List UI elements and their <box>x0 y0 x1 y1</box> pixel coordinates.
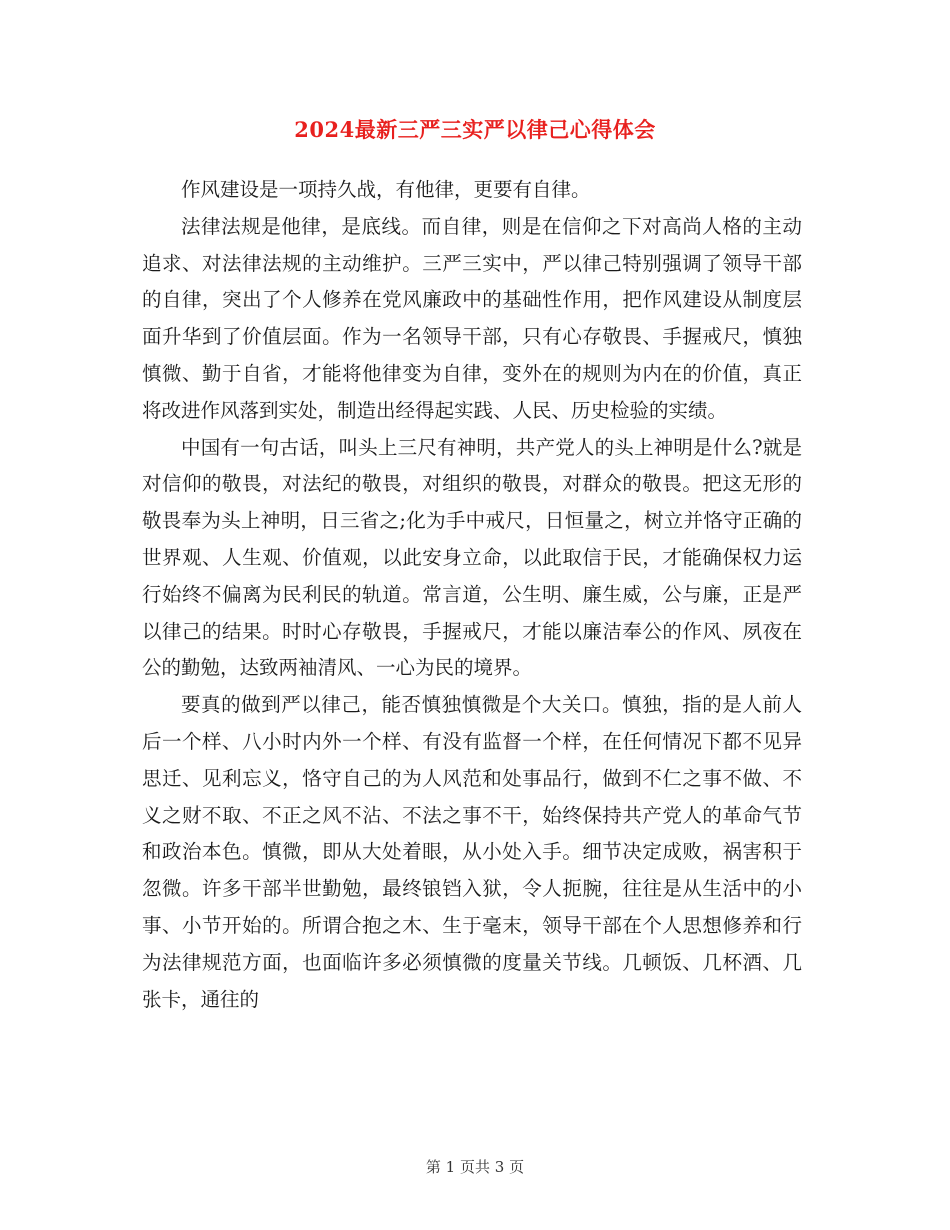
paragraph-1: 作风建设是一项持久战，有他律，更要有自律。 <box>181 178 591 201</box>
paragraph-4: 要真的做到严以律己，能否慎独慎微是个大关口。慎独，指的是人前人后一个样、八小时内外一个样、有没有监督一个样，在任何情况下都不见异思迁、见利忘义，恪守自己的为人风范和处事品行，做到不仁之事不做、不义之财不取、不正之风不沾、不法之事不干，始终保持共产党人的革命气节和政治本色。慎微，即从大处着眼，从小处入手。细节决定成败，祸害积于忽微。许多干部半世勤勉，最终锒铛入狱，令人扼腕，往往是从生活中的小事、小节开始的。所谓合抱之木、生于毫末，领导干部在个人思想修养和行为法律规范方面，也面临许多必须慎微的度量关节线。几顿饭、几杯酒、几张卡，通往的 <box>142 693 802 1011</box>
page-footer: 第 1 页共 3 页 <box>425 1158 525 1176</box>
document-title: 2024最新三严三实严以律己心得体会 <box>294 117 656 142</box>
paragraph-3: 中国有一句古话，叫头上三尺有神明，共产党人的头上神明是什么?就是对信仰的敬畏，对法纪的敬畏，对组织的敬畏，对群众的敬畏。把这无形的敬畏奉为头上神明，日三省之;化为手中戒尺，日恒量之，树立并恪守正确的世界观、人生观、价值观，以此安身立命，以此取信于民，才能确保权力运行始终不偏离为民利民的轨道。常言道，公生明、廉生威，公与廉，正是严以律己的结果。时时心存敬畏，手握戒尺，才能以廉洁奉公的作风、夙夜在公的勤勉，达致两袖清风、一心为民的境界。 <box>142 435 802 680</box>
paragraph-2: 法律法规是他律，是底线。而自律，则是在信仰之下对高尚人格的主动追求、对法律法规的主动维护。三严三实中，严以律己特别强调了领导干部的自律，突出了个人修养在党风廉政中的基础性作用，把作风建设从制度层面升华到了价值层面。作为一名领导干部，只有心存敬畏、手握戒尺，慎独慎微、勤于自省，才能将他律变为自律，变外在的规则为内在的价值，真正将改进作风落到实处，制造出经得起实践、人民、历史检验的实绩。 <box>142 214 802 422</box>
document-body <box>142 172 802 1018</box>
